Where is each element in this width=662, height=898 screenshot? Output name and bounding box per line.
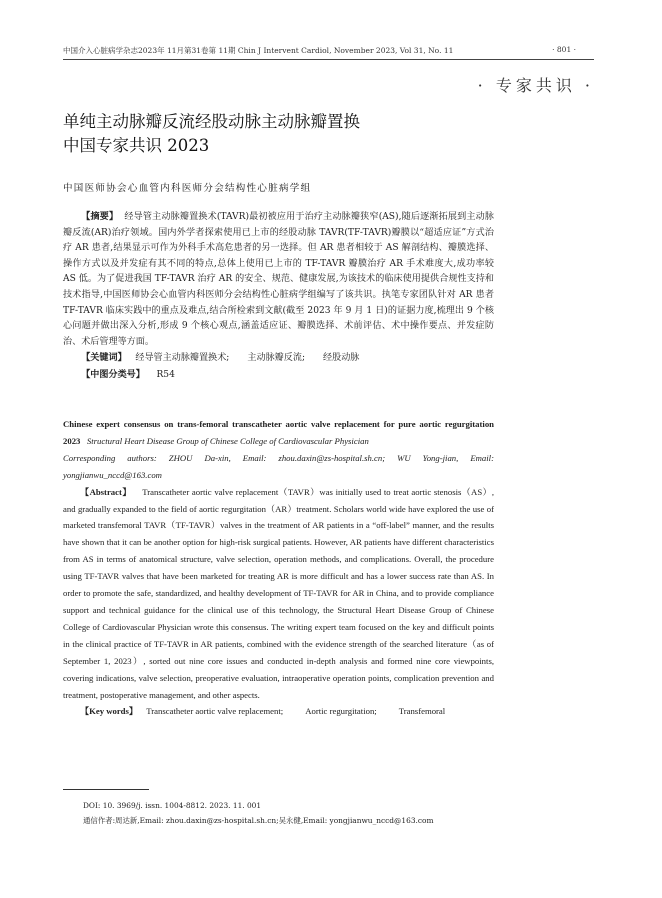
cn-keywords-label: 【关键词】	[81, 352, 127, 364]
en-keyword: Transfemoral	[398, 706, 446, 717]
cn-classification	[63, 367, 494, 384]
page-number: · 801 ·	[552, 45, 576, 54]
running-header	[63, 45, 576, 59]
journal-line: 中国介入心脏病学杂志2023年 11月第31卷第 11期 Chin J Intervent Cardiol, November 2023, Vol 31, No. 11	[63, 46, 454, 55]
en-abstract-label: 【Abstract】	[80, 486, 132, 497]
cn-keyword: 经导管主动脉瓣置换术;	[135, 353, 230, 364]
english-abstract-block	[63, 416, 494, 720]
section-tag: · 专家共识 ·	[477, 76, 594, 95]
cn-abstract	[63, 209, 494, 350]
author-group: 中国医师协会心血管内科医师分会结构性心脏病学组	[63, 183, 312, 194]
en-title-paragraph	[63, 416, 494, 450]
en-keyword: Transcatheter aortic valve replacement;	[146, 706, 284, 717]
cn-keyword: 经股动脉	[323, 353, 360, 364]
cn-classification-value: R54	[156, 369, 175, 380]
doi-line: DOI: 10. 3969/j. issn. 1004-8812. 2023. 11. 001	[83, 801, 262, 810]
en-abstract	[63, 484, 494, 704]
en-keywords-label: 【Key words】	[80, 706, 138, 717]
en-title: Chinese expert consensus on trans-femoral transcatheter aortic valve replacement for pure aortic regurgitation 2023	[63, 419, 494, 446]
article-title	[63, 110, 360, 158]
title-line-1: 单纯主动脉瓣反流经股动脉主动脉瓣置换	[63, 112, 360, 131]
footnotes	[83, 798, 433, 828]
en-group: Structural Heart Disease Group of Chinese College of Cardiovascular Physician	[86, 435, 369, 446]
chinese-abstract-block	[63, 209, 494, 384]
cn-classification-label: 【中图分类号】	[81, 368, 145, 380]
en-keywords	[63, 703, 494, 720]
cn-abstract-text: 经导管主动脉瓣置换术(TAVR)最初被应用于治疗主动脉瓣狭窄(AS),随后逐渐拓展到主动脉瓣反流(AR)治疗领域。国内外学者探索使用已上市的经股动脉 TAVR(TF-TAVR)瓣膜以“超适应证”方式治疗 AR 患者,结果显示可作为外科手术高危患者的另一选择。但 AR 患者相较于 AS 解剖结构、瓣膜选择、操作方式以及并发症有其不同的特点,总体上使用已上市的 TF-TAVR 瓣膜治疗 AR 手术难度大,成功率较 AS 低。为了促进我国 TF-TAVR 治疗 AR 的安全、规范、健康发展,为该技术的临床使用提供合规性支持和技术指导,中国医师协会心血管内科医师分会结构性心脏病学组编写了该共识。执笔专家团队针对 AR 患者 TF-TAVR 临床实践中的重点及难点,结合所检索到文献(截至 2023 年 9 月 1 日)的证据力度,梳理出 9 个核心问题并做出深入分析,形成 9 个核心观点,涵盖适应证、瓣膜选择、术前评估、术中操作要点、并发症防治、术后管理等方面。	[63, 212, 494, 347]
title-line-2: 中国专家共识 2023	[63, 136, 210, 155]
en-abstract-text: Transcatheter aortic valve replacement（TAVR）was initially used to treat aortic stenosis（AS）, and gradually expanded to the field of aortic regurgitation（AR）treatment. Scholars world wide have explored the use of marketed transfemoral TAVR（TF-TAVR）valves in the treatment of AR patients in a “off-label” manner, and the results have shown that it can be another option for high-risk surgical patients. However, AR patients have different characteristics from AS in terms of anatomical structure, valve selection, operation methods, and complications. Overall, the procedure using TF-TAVR valves that have been marketed for treating AR is more difficult and has a lower success rate than AS. In order to promote the safe, standardized, and healthy development of TF-TAVR for AR in China, and to provide compliance support and technical guidance for the clinical use of this technology, the Structural Heart Disease Group of Chinese College of Cardiovascular Physician wrote this consensus. The writing expert team focused on the key and difficult points in the clinical practice of TF-TAVR in AR patients, combined with the evidence strength of the searched literature（as of September 1, 2023）, sorted out nine core issues and conducted in-depth analysis and formed nine core viewpoints, covering indications, valve selection, preoperative evaluation, intraoperative operation points, complication prevention and treatment, postoperative management, and other aspects.	[63, 486, 495, 700]
en-corresponding: Corresponding authors: ZHOU Da-xin, Email: zhou.daxin@zs-hospital.sh.cn; WU Yong-jian, Email: yongjianwu_nccd@163.com	[63, 452, 494, 480]
cn-abstract-label: 【摘要】	[81, 211, 119, 222]
cn-keywords	[63, 350, 494, 367]
correspondence-line: 通信作者:周达新,Email: zhou.daxin@zs-hospital.sh.cn;吴永健,Email: yongjianwu_nccd@163.com	[83, 816, 434, 825]
en-keyword: Aortic regurgitation;	[305, 706, 377, 717]
header-rule	[63, 59, 594, 60]
footnote-rule	[63, 789, 149, 790]
cn-keyword: 主动脉瓣反流;	[247, 353, 306, 364]
